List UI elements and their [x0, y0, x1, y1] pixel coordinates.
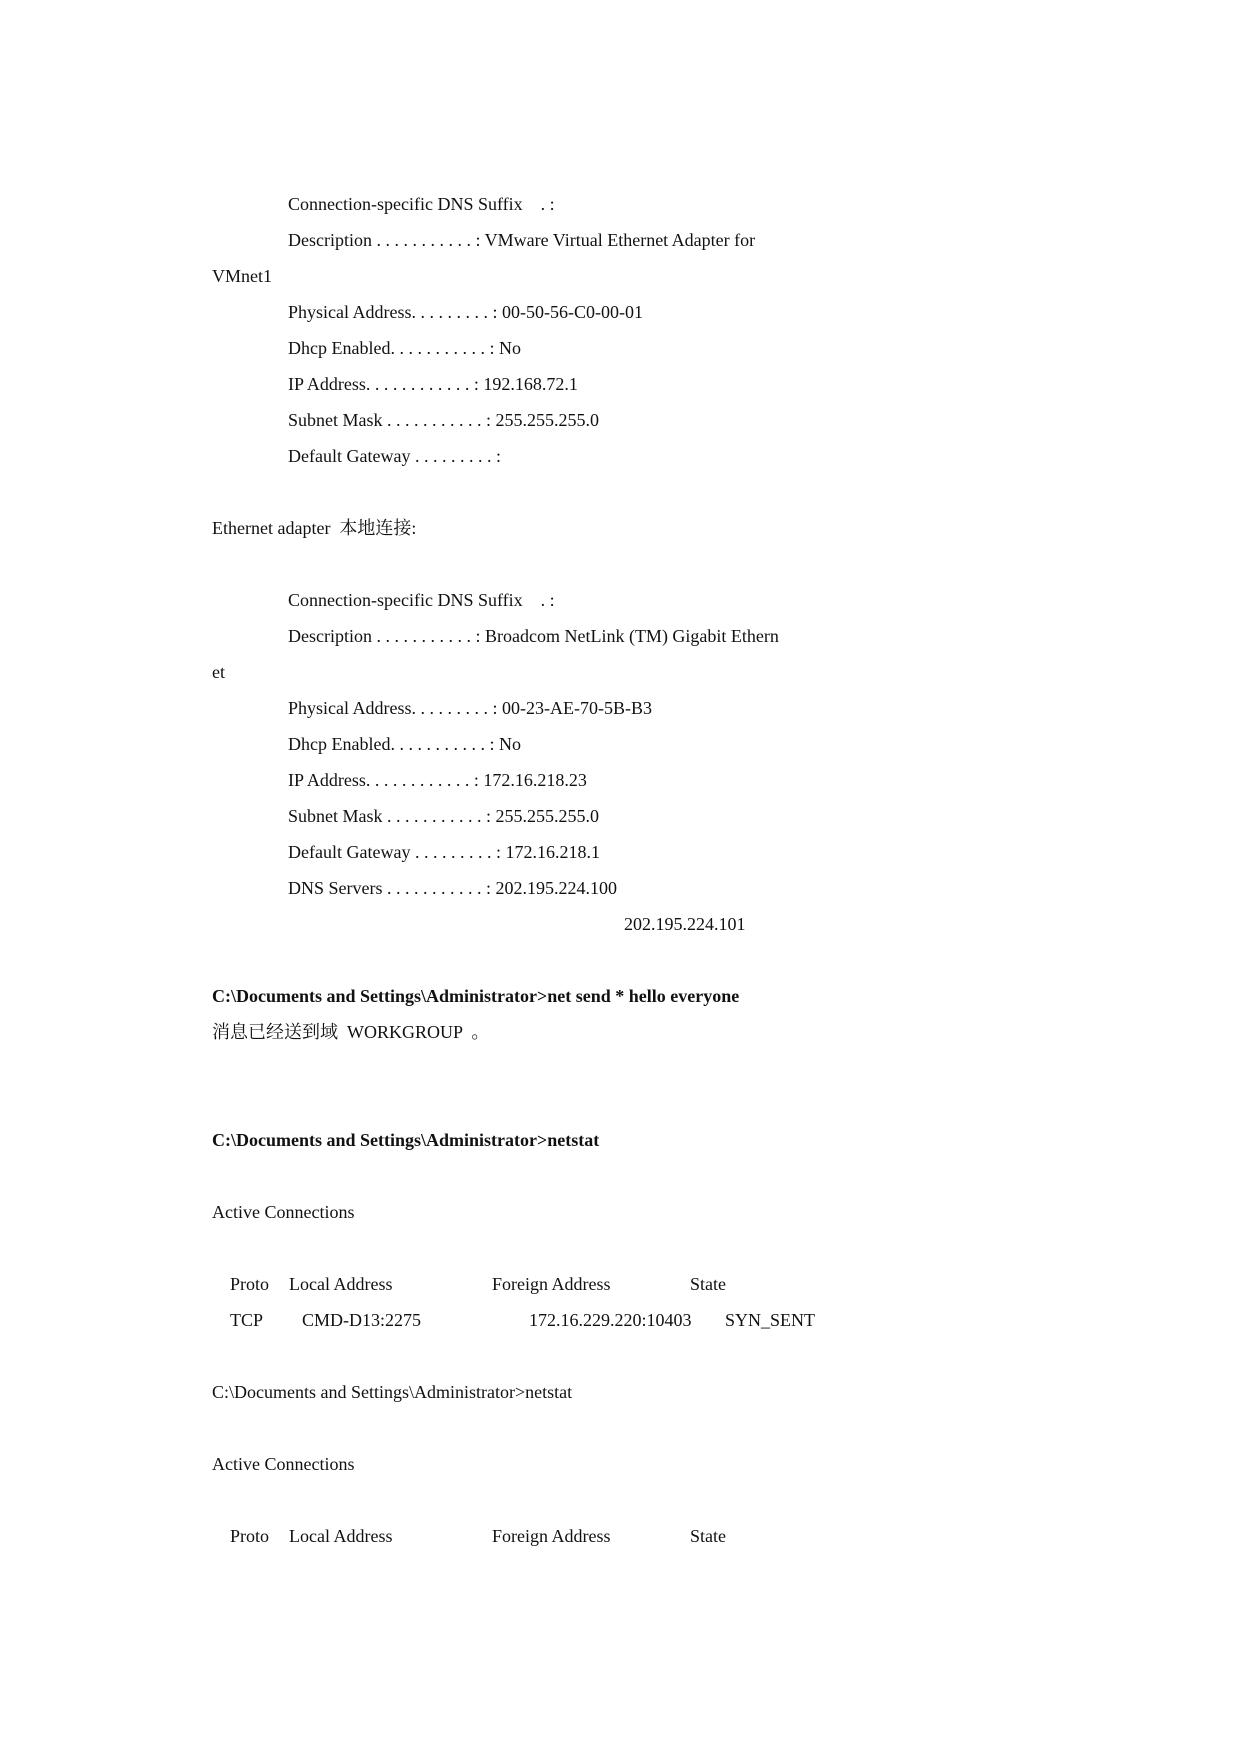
adapter1-ip: IP Address. . . . . . . . . . . . : 192.168.72.1: [288, 374, 578, 394]
adapter2-physical-address: Physical Address. . . . . . . . . : 00-23-AE-70-5B-B3: [288, 698, 652, 718]
header-state-2: State: [690, 1526, 726, 1546]
header-proto: Proto: [230, 1274, 270, 1294]
adapter1-gateway: Default Gateway . . . . . . . . . :: [288, 446, 501, 466]
adapter2-header: Ethernet adapter 本地连接:: [212, 518, 417, 538]
active-connections-1: Active Connections: [212, 1202, 355, 1222]
net-send-result: 消息已经送到域 WORKGROUP 。: [212, 1022, 490, 1042]
header-local-address-2: Local Address: [289, 1526, 393, 1546]
adapter2-ip: IP Address. . . . . . . . . . . . : 172.16.218.23: [288, 770, 587, 790]
adapter2-dhcp: Dhcp Enabled. . . . . . . . . . . : No: [288, 734, 521, 754]
cmd-net-send: C:\Documents and Settings\Administrator>net send * hello everyone: [212, 986, 740, 1006]
adapter2-dns-servers-2: 202.195.224.101: [624, 914, 746, 934]
adapter1-description-cont: VMnet1: [212, 266, 272, 286]
adapter1-dns-suffix: Connection-specific DNS Suffix . :: [288, 194, 555, 214]
cmd-netstat-1: C:\Documents and Settings\Administrator>netstat: [212, 1130, 600, 1150]
adapter2-dns-servers: DNS Servers . . . . . . . . . . . : 202.195.224.100: [288, 878, 617, 898]
row-proto: TCP: [230, 1310, 264, 1330]
header-foreign-address-2: Foreign Address: [492, 1526, 611, 1546]
adapter2-subnet: Subnet Mask . . . . . . . . . . . : 255.255.255.0: [288, 806, 600, 826]
row-state: SYN_SENT: [725, 1310, 816, 1330]
active-connections-2: Active Connections: [212, 1454, 355, 1474]
row-foreign-address: 172.16.229.220:10403: [529, 1310, 692, 1330]
header-state: State: [690, 1274, 726, 1294]
adapter2-description-cont: et: [212, 662, 225, 682]
adapter2-dns-suffix: Connection-specific DNS Suffix . :: [288, 590, 555, 610]
header-foreign-address: Foreign Address: [492, 1274, 611, 1294]
header-proto-2: Proto: [230, 1526, 270, 1546]
adapter1-physical-address: Physical Address. . . . . . . . . : 00-50-56-C0-00-01: [288, 302, 643, 322]
adapter1-subnet: Subnet Mask . . . . . . . . . . . : 255.255.255.0: [288, 410, 600, 430]
adapter2-description: Description . . . . . . . . . . . : Broadcom NetLink (TM) Gigabit Ethern: [288, 626, 779, 646]
header-local-address: Local Address: [289, 1274, 393, 1294]
adapter2-gateway: Default Gateway . . . . . . . . . : 172.16.218.1: [288, 842, 600, 862]
adapter1-dhcp: Dhcp Enabled. . . . . . . . . . . : No: [288, 338, 521, 358]
adapter1-description: Description . . . . . . . . . . . : VMware Virtual Ethernet Adapter for: [288, 230, 756, 250]
row-local-address: CMD-D13:2275: [302, 1310, 422, 1330]
cmd-netstat-2: C:\Documents and Settings\Administrator>netstat: [212, 1382, 573, 1402]
